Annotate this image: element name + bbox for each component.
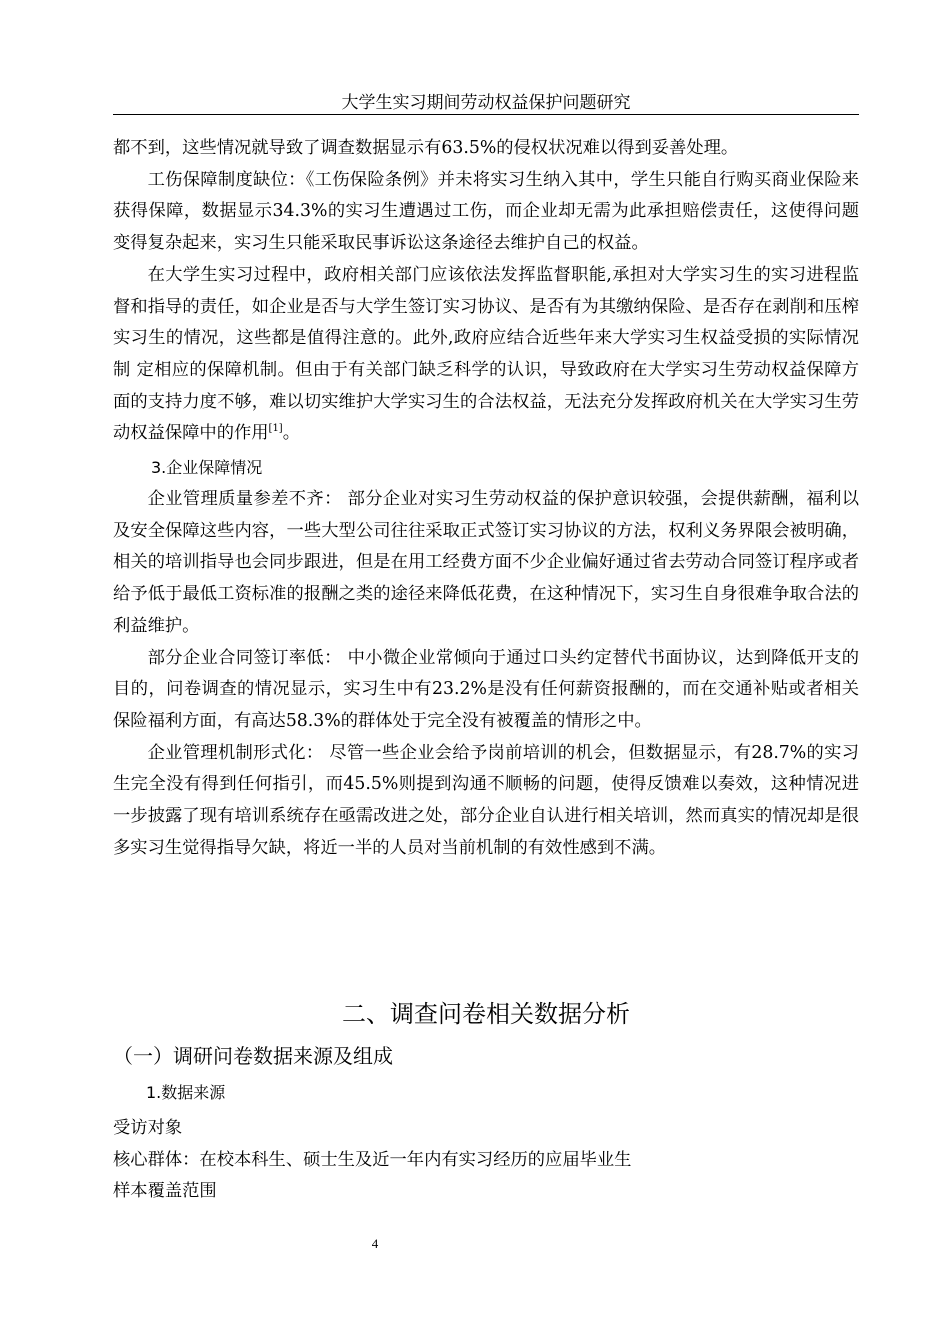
paragraph-government-text: 在大学生实习过程中，政府相关部门应该依法发挥监督职能,承担对大学实习生的实习进程监督和指导的责任，如企业是否与大学生签订实习协议、是否有为其缴纳保险、是否存在剥削和压榨实习生的情况，这些都是值得注意的。此外,政府应结合近些年来大学实习生权益受损的实际情况制 定相应的保障机制。但由于有关部门缺乏科学的认识，导致政府在大学实习生劳动权益保障方面的支持力度不够，难以切实维护大学实习生的合法权益，无法充分发挥政府机关在大学实习生劳动权益保障中的作用	[113, 264, 859, 444]
paragraph-contract-rate: 部分企业合同签订率低： 中小微企业常倾向于通过口头约定替代书面协议，达到降低开支的目的，问卷调查的情况显示，实习生中有23.2%是没有任何薪资报酬的，而在交通补贴或者相关保险福利方面，有高达58.3%的群体处于完全没有被覆盖的情形之中。	[113, 647, 859, 731]
subsection-title: （一）调研问卷数据来源及组成	[113, 1044, 393, 1068]
list-line: 受访对象	[113, 1118, 183, 1138]
paragraph-management-mechanism: 企业管理机制形式化： 尽管一些企业会给予岗前培训的机会，但数据显示，有28.7%的实习生完全没有得到任何指引，而45.5%则提到沟通不顺畅的问题，使得反馈难以奏效，这种情况进一步披露了现有培训系统存在亟需改进之处，部分企业自认进行相关培训，然而真实的情况却是很多实习生觉得指导欠缺，将近一半的人员对当前机制的有效性感到不满。	[113, 742, 859, 858]
page-number: 4	[371, 1236, 379, 1251]
header-rule	[113, 114, 859, 115]
paragraph-work-injury: 工伤保障制度缺位：《工伤保险条例》并未将实习生纳入其中，学生只能自行购买商业保险来获得保障，数据显示34.3%的实习生遭遇过工伤，而企业却无需为此承担赔偿责任，这使得问题变得复杂起来，实习生只能采取民事诉讼这条途径去维护自己的权益。	[113, 169, 859, 254]
running-header: 大学生实习期间劳动权益保护问题研究	[341, 93, 631, 113]
paragraph-government-role	[113, 260, 859, 450]
list-line: 核心群体：在校本科生、硕士生及近一年内有实习经历的应届毕业生	[113, 1149, 632, 1170]
body-text	[113, 133, 859, 864]
paragraph-management-quality: 企业管理质量参差不齐： 部分企业对实习生劳动权益的保护意识较强，会提供薪酬，福利以及安全保障这些内容，一些大型公司往往采取正式签订实习协议的方法，权利义务界限会被明确，相关的培训指导也会同步跟进，但是在用工经费方面不少企业偏好通过省去劳动合同签订程序或者给予低于最低工资标准的报酬之类的途径来降低花费，在这种情况下，实习生自身很难争取合法的利益维护。	[113, 489, 859, 636]
data-source-list	[113, 1113, 859, 1208]
subsubsection-title: 1.数据来源	[146, 1083, 226, 1102]
paragraph-continuation: 都不到，这些情况就导致了调查数据显示有63.5%的侵权状况难以得到妥善处理。	[113, 138, 739, 158]
list-line: 样本覆盖范围	[113, 1181, 217, 1201]
sub-heading-enterprise: 3.企业保障情况	[151, 458, 263, 478]
paragraph-government-end: 。	[282, 423, 301, 444]
section-title: 二、调查问卷相关数据分析	[342, 1000, 630, 1028]
citation-mark: [1]	[268, 423, 283, 435]
